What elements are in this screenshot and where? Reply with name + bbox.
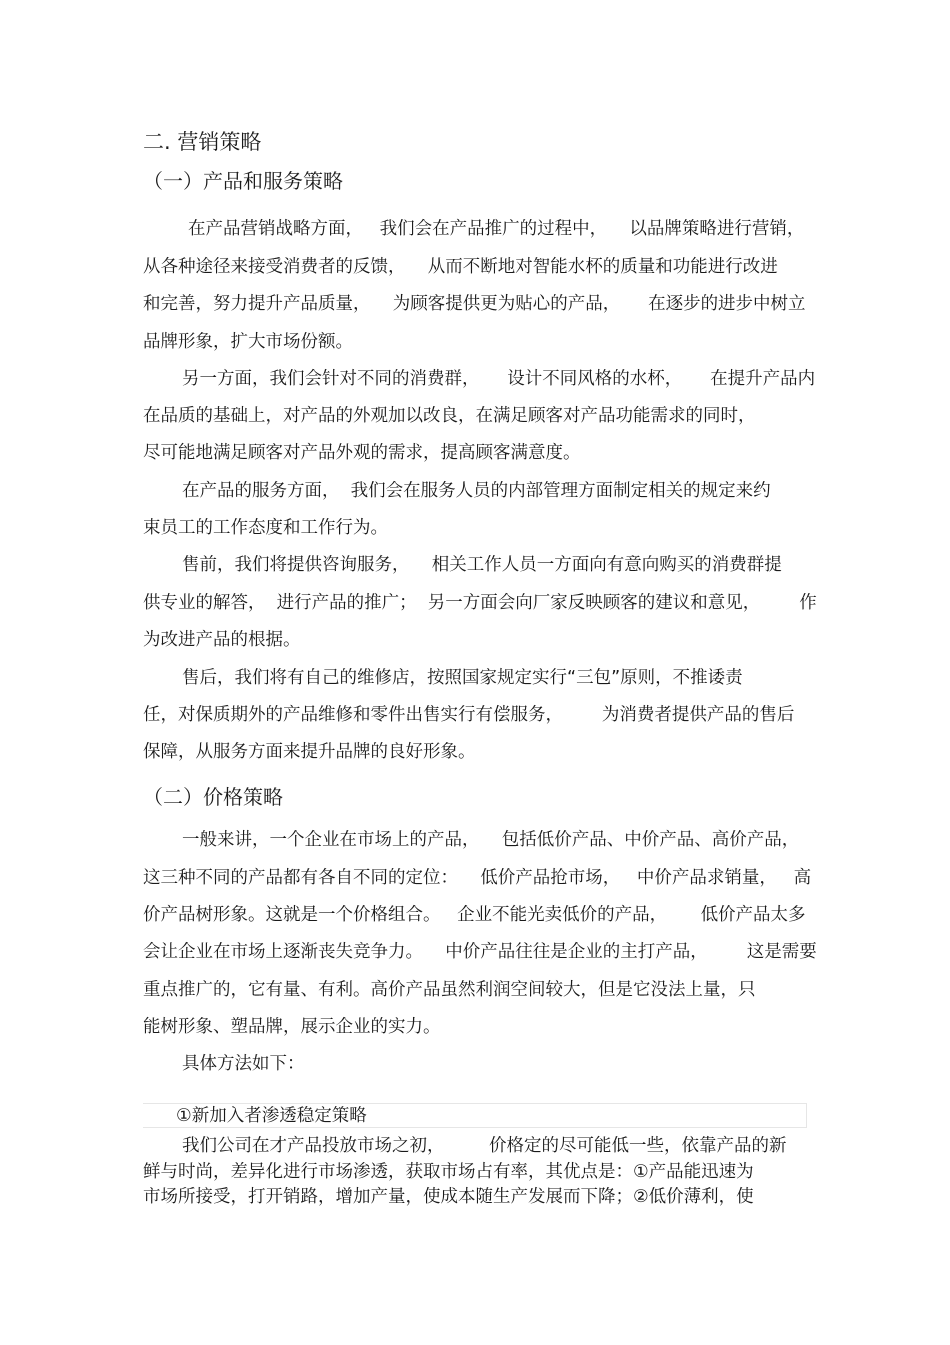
paragraph-line: 一般来讲，一个企业在市场上的产品， 包括低价产品、中价产品、高价产品， (182, 830, 800, 850)
paragraph-line: 在产品的服务方面， 我们会在服务人员的内部管理方面制定相关的规定来约 (182, 481, 771, 501)
subsection-title-product-service: （一）产品和服务策略 (143, 169, 343, 193)
strategy-item-title: ①新加入者渗透稳定策略 (176, 1106, 367, 1126)
paragraph-line: 我们公司在才产品投放市场之初， 价格定的尽可能低一些，依靠产品的新 (182, 1136, 787, 1156)
paragraph-line: 尽可能地满足顾客对产品外观的需求，提高顾客满意度。 (143, 443, 581, 463)
paragraph-line: 市场所接受，打开销路，增加产量，使成本随生产发展而下降；②低价薄利，使 (143, 1187, 754, 1207)
paragraph-line: 售后，我们将有自己的维修店，按照国家规定实行“三包”原则，不推诿责 (182, 668, 743, 688)
paragraph-line: 在品质的基础上，对产品的外观加以改良，在满足顾客对产品功能需求的同时， (143, 406, 756, 426)
paragraph-line: 价产品树形象。这就是一个价格组合。 企业不能光卖低价的产品， 低价产品太多 (143, 905, 806, 925)
paragraph-line: 为改进产品的根据。 (143, 630, 301, 650)
paragraph-line: 售前，我们将提供咨询服务， 相关工作人员一方面向有意向购买的消费群提 (182, 555, 782, 575)
subsection-title-price: （二）价格策略 (143, 785, 283, 809)
paragraph-line: 在产品营销战略方面， 我们会在产品推广的过程中， 以品牌策略进行营销， (188, 219, 805, 239)
paragraph-line: 这三种不同的产品都有各自不同的定位： 低价产品抢市场， 中价产品求销量， 高 (143, 868, 812, 888)
paragraph-line: 能树形象、塑品牌，展示企业的实力。 (143, 1017, 441, 1037)
paragraph-line: 会让企业在市场上逐渐丧失竞争力。 中价产品往往是企业的主打产品， 这是需要 (143, 942, 817, 962)
paragraph-line: 和完善，努力提升产品质量， 为顾客提供更为贴心的产品， 在逐步的进步中树立 (143, 294, 806, 314)
paragraph-line: 具体方法如下： (182, 1054, 305, 1074)
paragraph-line: 鲜与时尚，差异化进行市场渗透，获取市场占有率，其优点是：①产品能迅速为 (143, 1162, 754, 1182)
paragraph-line: 保障，从服务方面来提升品牌的良好形象。 (143, 742, 476, 762)
section-title: 二. 营销策略 (143, 130, 262, 154)
paragraph-line: 供专业的解答， 进行产品的推广； 另一方面会向厂家反映顾客的建议和意见， 作 (143, 593, 817, 613)
paragraph-line: 品牌形象，扩大市场份额。 (143, 332, 353, 352)
paragraph-line: 重点推广的，它有量、有利。高价产品虽然利润空间较大，但是它没法上量，只 (143, 980, 756, 1000)
paragraph-line: 任，对保质期外的产品维修和零件出售实行有偿服务， 为消费者提供产品的售后 (143, 705, 795, 725)
paragraph-line: 束员工的工作态度和工作行为。 (143, 518, 388, 538)
paragraph-line: 从各种途径来接受消费者的反馈， 从而不断地对智能水杯的质量和功能进行改进 (143, 257, 778, 277)
paragraph-line: 另一方面，我们会针对不同的消费群， 设计不同风格的水杯， 在提升产品内 (182, 369, 816, 389)
